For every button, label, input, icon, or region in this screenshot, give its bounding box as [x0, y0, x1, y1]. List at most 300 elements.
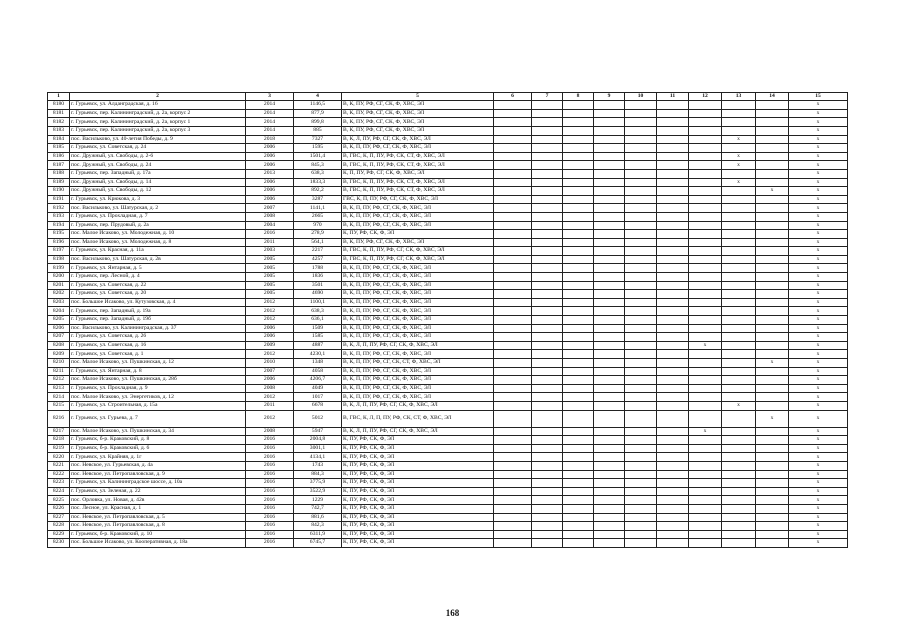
- empty-cell: [594, 298, 625, 307]
- works-cell: В, К, П, ПУ, РФ, СГ, СК, Ф, ХВС, ЭЛ: [342, 144, 494, 153]
- mark-cell: [722, 341, 756, 350]
- works-cell: К, ПУ, РФ, СК, Ф, ЭЛ: [342, 453, 494, 462]
- column-header: 2: [70, 93, 246, 101]
- works-cell: К, ПУ, РФ, СК, Ф, ЭЛ: [342, 479, 494, 488]
- empty-cell: [594, 101, 625, 110]
- address-cell: г. Гурьевск, ул. Красная, д. 11а: [70, 247, 246, 256]
- mark-cell: [722, 109, 756, 118]
- empty-cell: [657, 161, 689, 170]
- mark-cell: [722, 470, 756, 479]
- empty-cell: [494, 101, 532, 110]
- row-number: 8180: [48, 101, 70, 110]
- empty-cell: [625, 221, 657, 230]
- mark-cell: х: [789, 290, 848, 299]
- mark-cell: [689, 530, 722, 539]
- empty-cell: [532, 410, 563, 427]
- row-number: 8184: [48, 135, 70, 144]
- address-cell: пос. Малое Исаково, ул. Молодежная, д. 8: [70, 238, 246, 247]
- empty-cell: [625, 230, 657, 239]
- mark-cell: х: [789, 324, 848, 333]
- mark-cell: [689, 101, 722, 110]
- table-row: [48, 333, 848, 342]
- address-cell: пос. Дружный, ул. Свободы, д. 2-6: [70, 152, 246, 161]
- row-number: 8195: [48, 230, 70, 239]
- works-cell: В, К, П, ПУ, РФ, СГ, СК, Ф, ХВС, ЭЛ: [342, 290, 494, 299]
- works-cell: В, К, П, ПУ, РФ, СГ, СК, Ф, ХВС, ЭЛ: [342, 393, 494, 402]
- works-cell: К, П, ПУ, РФ, СГ, СК, Ф, ХВС, ЭЛ: [342, 169, 494, 178]
- empty-cell: [594, 401, 625, 410]
- table-row: [48, 504, 848, 513]
- empty-cell: [532, 479, 563, 488]
- area-cell: 1348: [294, 359, 342, 368]
- empty-cell: [657, 359, 689, 368]
- mark-cell: х: [789, 376, 848, 385]
- mark-cell: х: [789, 496, 848, 505]
- empty-cell: [494, 204, 532, 213]
- empty-cell: [563, 333, 594, 342]
- empty-cell: [532, 212, 563, 221]
- mark-cell: [756, 444, 789, 453]
- works-cell: В, К, П, ПУ, РФ, СГ, СК, СТ, Ф, ХВС, ЭЛ: [342, 359, 494, 368]
- mark-cell: [689, 152, 722, 161]
- table-row: [48, 161, 848, 170]
- empty-cell: [625, 144, 657, 153]
- empty-cell: [594, 316, 625, 325]
- empty-cell: [594, 436, 625, 445]
- mark-cell: [722, 144, 756, 153]
- mark-cell: [756, 178, 789, 187]
- empty-cell: [494, 359, 532, 368]
- works-cell: К, ПУ, РФ, СК, Ф, ЭЛ: [342, 487, 494, 496]
- mark-cell: х: [789, 530, 848, 539]
- mark-cell: [756, 264, 789, 273]
- header-row: [48, 93, 848, 101]
- year-cell: 2005: [246, 290, 294, 299]
- mark-cell: х: [789, 359, 848, 368]
- table-row: [48, 384, 848, 393]
- empty-cell: [625, 118, 657, 127]
- mark-cell: х: [789, 427, 848, 436]
- mark-cell: х: [789, 479, 848, 488]
- empty-cell: [494, 307, 532, 316]
- empty-cell: [494, 530, 532, 539]
- mark-cell: [756, 453, 789, 462]
- area-cell: 1100,1: [294, 298, 342, 307]
- mark-cell: [689, 350, 722, 359]
- empty-cell: [657, 436, 689, 445]
- mark-cell: [756, 126, 789, 135]
- mark-cell: [689, 359, 722, 368]
- year-cell: 2012: [246, 298, 294, 307]
- column-header: 14: [756, 93, 789, 101]
- year-cell: 2009: [246, 341, 294, 350]
- address-cell: пос. Малое Исаково, ул. Энергетиков, д. 12: [70, 393, 246, 402]
- works-cell: В, К, П, ПУ, РФ, СГ, СК, Ф, ХВС, ЭЛ: [342, 376, 494, 385]
- row-number: 8211: [48, 367, 70, 376]
- empty-cell: [532, 530, 563, 539]
- empty-cell: [494, 152, 532, 161]
- empty-cell: [657, 247, 689, 256]
- year-cell: 2016: [246, 436, 294, 445]
- mark-cell: [689, 126, 722, 135]
- empty-cell: [625, 384, 657, 393]
- empty-cell: [657, 178, 689, 187]
- table-row: [48, 522, 848, 531]
- address-cell: пос. Малое Исаково, ул. Пушкинская, д. 34: [70, 427, 246, 436]
- empty-cell: [563, 393, 594, 402]
- works-cell: К, ПУ, РФ, СК, Ф, ЭЛ: [342, 522, 494, 531]
- mark-cell: [689, 470, 722, 479]
- empty-cell: [657, 109, 689, 118]
- area-cell: 638,3: [294, 169, 342, 178]
- mark-cell: [722, 496, 756, 505]
- empty-cell: [594, 204, 625, 213]
- empty-cell: [594, 161, 625, 170]
- address-cell: г. Гурьевск, ул. Советская, д. 16: [70, 341, 246, 350]
- works-cell: В, К, ПУ, РФ, СГ, СК, Ф, ХВС, ЭЛ: [342, 118, 494, 127]
- address-cell: г. Гурьевск, б-р. Краковский, д. 8: [70, 436, 246, 445]
- empty-cell: [494, 333, 532, 342]
- empty-cell: [657, 384, 689, 393]
- area-cell: 884,3: [294, 470, 342, 479]
- empty-cell: [532, 393, 563, 402]
- mark-cell: х: [756, 359, 789, 368]
- empty-cell: [594, 230, 625, 239]
- mark-cell: [756, 221, 789, 230]
- empty-cell: [532, 384, 563, 393]
- housing-register-table: [47, 92, 848, 548]
- address-cell: пос. Большое Исаково, ул. Кооперативная, д. 18а: [70, 539, 246, 548]
- row-number: 8190: [48, 187, 70, 196]
- area-cell: 3522,9: [294, 487, 342, 496]
- table-row: [48, 126, 848, 135]
- mark-cell: х: [789, 522, 848, 531]
- empty-cell: [494, 169, 532, 178]
- empty-cell: [625, 281, 657, 290]
- empty-cell: [594, 530, 625, 539]
- address-cell: пос. Дружный, ул. Свободы, д. 12: [70, 187, 246, 196]
- empty-cell: [494, 444, 532, 453]
- year-cell: 2016: [246, 539, 294, 548]
- empty-cell: [657, 169, 689, 178]
- mark-cell: х: [789, 384, 848, 393]
- empty-cell: [657, 410, 689, 427]
- empty-cell: [563, 470, 594, 479]
- works-cell: В, К, П, ПУ, РФ, СГ, СК, Ф, ХВС, ЭЛ: [342, 350, 494, 359]
- row-number: 8212: [48, 376, 70, 385]
- row-number: 8221: [48, 461, 70, 470]
- area-cell: 1743: [294, 461, 342, 470]
- address-cell: пос. Лесное, ул. Красная, д. 1: [70, 504, 246, 513]
- year-cell: 2014: [246, 109, 294, 118]
- row-number: 8203: [48, 298, 70, 307]
- row-number: 8219: [48, 444, 70, 453]
- table-row: [48, 307, 848, 316]
- row-number: 8213: [48, 384, 70, 393]
- empty-cell: [532, 135, 563, 144]
- mark-cell: х: [789, 161, 848, 170]
- mark-cell: х: [789, 341, 848, 350]
- table-row: [48, 393, 848, 402]
- year-cell: 2006: [246, 187, 294, 196]
- year-cell: 2014: [246, 118, 294, 127]
- year-cell: 2014: [246, 126, 294, 135]
- row-number: 8185: [48, 144, 70, 153]
- empty-cell: [494, 230, 532, 239]
- area-cell: 4230,1: [294, 350, 342, 359]
- empty-cell: [494, 298, 532, 307]
- mark-cell: [722, 290, 756, 299]
- empty-cell: [625, 539, 657, 548]
- row-number: 8201: [48, 281, 70, 290]
- works-cell: К, ПУ, РФ, СК, Ф, ЭЛ: [342, 444, 494, 453]
- empty-cell: [494, 384, 532, 393]
- mark-cell: х: [722, 401, 756, 410]
- table-row: [48, 101, 848, 110]
- empty-cell: [594, 255, 625, 264]
- empty-cell: [532, 169, 563, 178]
- address-cell: пос. Дружный, ул. Свободы, д. 14: [70, 178, 246, 187]
- row-number: 8223: [48, 479, 70, 488]
- mark-cell: х: [789, 393, 848, 402]
- address-cell: пос. Орловка, ул. Новая, д. 42в: [70, 496, 246, 505]
- empty-cell: [657, 101, 689, 110]
- mark-cell: х: [789, 504, 848, 513]
- empty-cell: [594, 273, 625, 282]
- year-cell: 2016: [246, 487, 294, 496]
- works-cell: В, К, П, ПУ, РФ, СГ, СК, Ф, ХВС, ЭЛ: [342, 281, 494, 290]
- address-cell: г. Гурьевск, б-р. Краковский, д. 6: [70, 444, 246, 453]
- mark-cell: [756, 152, 789, 161]
- table-row: [48, 144, 848, 153]
- empty-cell: [563, 376, 594, 385]
- empty-cell: [594, 367, 625, 376]
- empty-cell: [625, 522, 657, 531]
- works-cell: В, К, П, ПУ, РФ, СГ, СК, Ф, ХВС, ЭЛ: [342, 333, 494, 342]
- empty-cell: [657, 316, 689, 325]
- empty-cell: [563, 118, 594, 127]
- mark-cell: [689, 109, 722, 118]
- empty-cell: [563, 436, 594, 445]
- mark-cell: х: [789, 204, 848, 213]
- empty-cell: [594, 109, 625, 118]
- empty-cell: [594, 461, 625, 470]
- address-cell: пос. Большое Исаково, ул. Кутузовская, д. 4: [70, 298, 246, 307]
- area-cell: 881,6: [294, 513, 342, 522]
- mark-cell: [722, 324, 756, 333]
- mark-cell: х: [789, 118, 848, 127]
- mark-cell: [689, 367, 722, 376]
- empty-cell: [532, 273, 563, 282]
- mark-cell: х: [689, 341, 722, 350]
- table-row: [48, 444, 848, 453]
- area-cell: 4206,7: [294, 376, 342, 385]
- address-cell: г. Гурьевск, ул. Советская, д. 1: [70, 350, 246, 359]
- mark-cell: [722, 281, 756, 290]
- mark-cell: [689, 324, 722, 333]
- empty-cell: [594, 522, 625, 531]
- mark-cell: х: [789, 135, 848, 144]
- empty-cell: [532, 230, 563, 239]
- empty-cell: [494, 221, 532, 230]
- mark-cell: х: [789, 152, 848, 161]
- empty-cell: [563, 169, 594, 178]
- year-cell: 2016: [246, 496, 294, 505]
- empty-cell: [625, 470, 657, 479]
- empty-cell: [494, 539, 532, 548]
- mark-cell: х: [789, 101, 848, 110]
- address-cell: пос. Малое Исаково, ул. Пушкинская, д. 12: [70, 359, 246, 368]
- empty-cell: [657, 238, 689, 247]
- table-row: [48, 427, 848, 436]
- empty-cell: [625, 367, 657, 376]
- mark-cell: [722, 221, 756, 230]
- mark-cell: [756, 290, 789, 299]
- empty-cell: [657, 152, 689, 161]
- mark-cell: [756, 461, 789, 470]
- mark-cell: [722, 444, 756, 453]
- year-cell: 2005: [246, 255, 294, 264]
- mark-cell: [756, 393, 789, 402]
- column-header: 11: [657, 93, 689, 101]
- area-cell: 6745,7: [294, 539, 342, 548]
- mark-cell: [722, 101, 756, 110]
- address-cell: пос. Малое Исаково, ул. Пушкинская, д. 28б: [70, 376, 246, 385]
- area-cell: 4690: [294, 290, 342, 299]
- empty-cell: [625, 178, 657, 187]
- row-number: 8202: [48, 290, 70, 299]
- mark-cell: [756, 367, 789, 376]
- works-cell: В, ГВС, К, П, ПУ, РФ, СГ, СК, Ф, ХВС, ЭЛ: [342, 247, 494, 256]
- address-cell: г. Гурьевск, пер. Лесной, д. 4: [70, 273, 246, 282]
- column-header: 1: [48, 93, 70, 101]
- mark-cell: [689, 453, 722, 462]
- mark-cell: х: [789, 178, 848, 187]
- address-cell: пос. Невское, ул. Гурьевская, д. 4а: [70, 461, 246, 470]
- mark-cell: [722, 298, 756, 307]
- table-row: [48, 341, 848, 350]
- empty-cell: [494, 487, 532, 496]
- empty-cell: [494, 316, 532, 325]
- mark-cell: [689, 195, 722, 204]
- works-cell: К, ПУ, РФ, СК, Ф, ЭЛ: [342, 539, 494, 548]
- empty-cell: [532, 367, 563, 376]
- mark-cell: [756, 298, 789, 307]
- area-cell: 842,3: [294, 522, 342, 531]
- column-header: 10: [625, 93, 657, 101]
- empty-cell: [563, 187, 594, 196]
- empty-cell: [594, 152, 625, 161]
- empty-cell: [494, 393, 532, 402]
- mark-cell: [689, 539, 722, 548]
- area-cell: 877,9: [294, 109, 342, 118]
- mark-cell: [689, 410, 722, 427]
- empty-cell: [563, 479, 594, 488]
- year-cell: 2006: [246, 161, 294, 170]
- mark-cell: х: [789, 109, 848, 118]
- empty-cell: [594, 496, 625, 505]
- year-cell: 2008: [246, 384, 294, 393]
- address-cell: г. Гурьевск, ул. Зеленая, д. 22: [70, 487, 246, 496]
- empty-cell: [625, 393, 657, 402]
- table-row: [48, 530, 848, 539]
- empty-cell: [594, 178, 625, 187]
- table-row: [48, 169, 848, 178]
- year-cell: 2005: [246, 264, 294, 273]
- works-cell: В, ГВС, К, П, ПУ, РФ, СК, СТ, Ф, ХВС, ЭЛ: [342, 152, 494, 161]
- mark-cell: [756, 101, 789, 110]
- empty-cell: [625, 238, 657, 247]
- year-cell: 2018: [246, 135, 294, 144]
- empty-cell: [532, 341, 563, 350]
- empty-cell: [594, 444, 625, 453]
- row-number: 8187: [48, 161, 70, 170]
- empty-cell: [494, 109, 532, 118]
- year-cell: 2007: [246, 204, 294, 213]
- year-cell: 2006: [246, 144, 294, 153]
- year-cell: 2006: [246, 324, 294, 333]
- empty-cell: [625, 513, 657, 522]
- empty-cell: [594, 247, 625, 256]
- empty-cell: [657, 367, 689, 376]
- area-cell: 4257: [294, 255, 342, 264]
- year-cell: 2011: [246, 238, 294, 247]
- area-cell: 845,3: [294, 161, 342, 170]
- empty-cell: [494, 496, 532, 505]
- mark-cell: [689, 118, 722, 127]
- mark-cell: х: [756, 187, 789, 196]
- area-cell: 1141,1: [294, 204, 342, 213]
- row-number: 8193: [48, 212, 70, 221]
- empty-cell: [657, 204, 689, 213]
- empty-cell: [625, 195, 657, 204]
- row-number: 8217: [48, 427, 70, 436]
- table-header: [48, 93, 848, 101]
- address-cell: г. Гурьевск, пер. Западный, д. 19б: [70, 316, 246, 325]
- empty-cell: [532, 281, 563, 290]
- area-cell: 278,9: [294, 230, 342, 239]
- empty-cell: [532, 376, 563, 385]
- mark-cell: [722, 316, 756, 325]
- mark-cell: [689, 496, 722, 505]
- mark-cell: [689, 255, 722, 264]
- empty-cell: [625, 401, 657, 410]
- area-cell: 1229: [294, 496, 342, 505]
- mark-cell: [722, 504, 756, 513]
- mark-cell: [756, 204, 789, 213]
- table-row: [48, 298, 848, 307]
- column-header: 15: [789, 93, 848, 101]
- column-header: 13: [722, 93, 756, 101]
- year-cell: 2016: [246, 470, 294, 479]
- address-cell: пос. Васильково, ул. Шатурская, д. 2в: [70, 255, 246, 264]
- year-cell: 2016: [246, 522, 294, 531]
- year-cell: 2012: [246, 316, 294, 325]
- empty-cell: [594, 195, 625, 204]
- area-cell: 6311,9: [294, 530, 342, 539]
- works-cell: В, ГВС, К, П, ПУ, РФ, СК, СТ, Ф, ХВС, ЭЛ: [342, 161, 494, 170]
- works-cell: В, К, ПУ, РФ, СГ, СК, Ф, ХВС, ЭЛ: [342, 109, 494, 118]
- year-cell: 2012: [246, 307, 294, 316]
- year-cell: 2016: [246, 461, 294, 470]
- mark-cell: [756, 281, 789, 290]
- empty-cell: [563, 109, 594, 118]
- year-cell: 2014: [246, 101, 294, 110]
- address-cell: пос. Невское, ул. Петропавловская, д. 8: [70, 522, 246, 531]
- empty-cell: [657, 230, 689, 239]
- table-row: [48, 401, 848, 410]
- mark-cell: х: [789, 221, 848, 230]
